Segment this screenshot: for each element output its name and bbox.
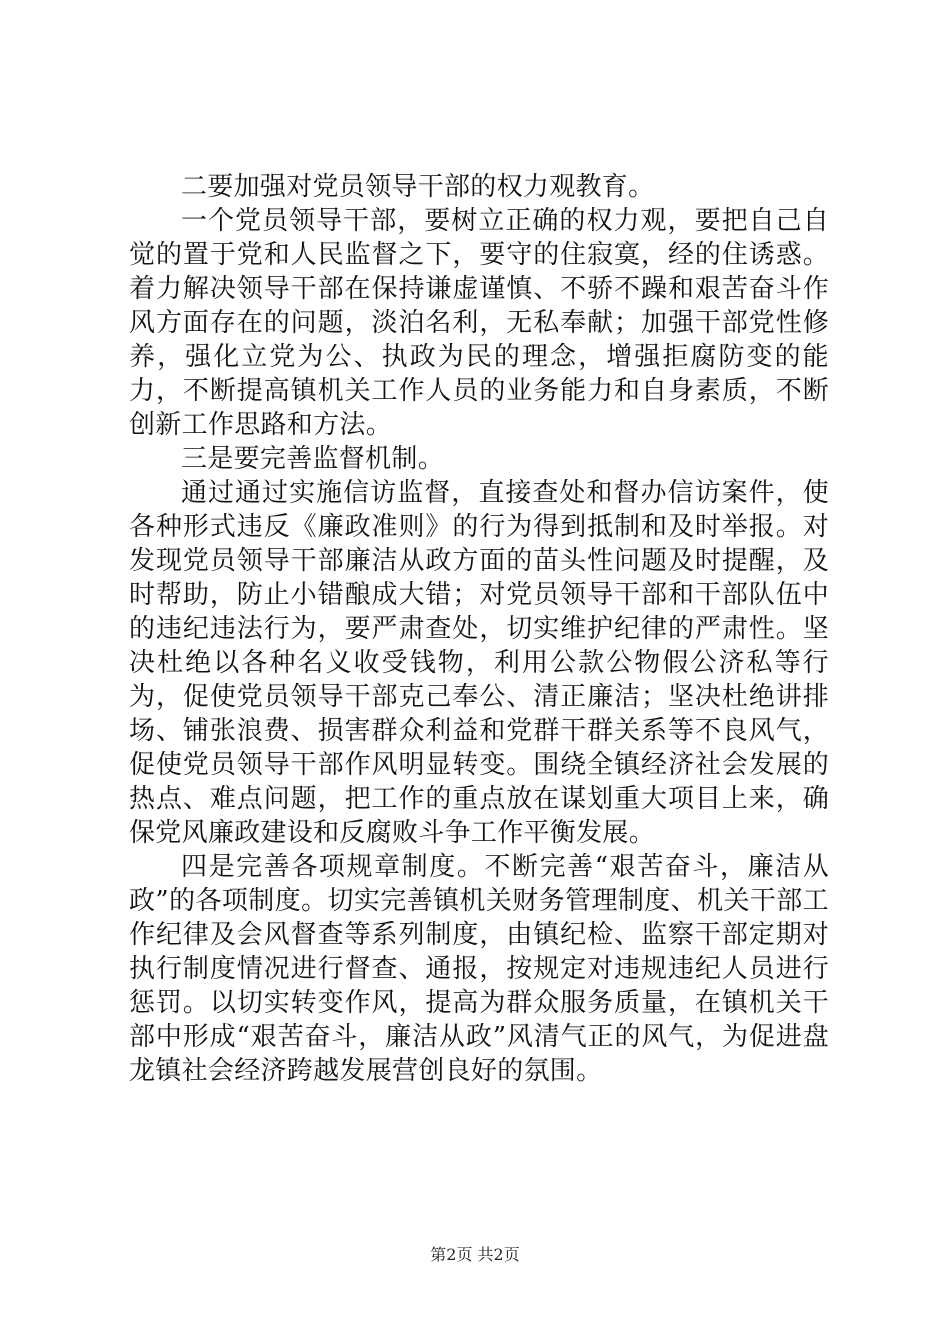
paragraph-power-view: 一个党员领导干部，要树立正确的权力观，要把自己自觉的置于党和人民监督之下，要守的住寂寞，经的住诱惑。着力解决领导干部在保持谦虚谨慎、不骄不躁和艰苦奋斗作风方面存在的问题，淡泊名利，无私奉献；加强干部党性修养，强化立党为公、执政为民的理念，增强拒腐防变的能力，不断提高镇机关工作人员的业务能力和自身素质，不断创新工作思路和方法。	[129, 206, 829, 440]
document-body	[129, 170, 829, 1088]
paragraph-heading-3: 三是要完善监督机制。	[181, 444, 445, 474]
paragraph-supervision: 通过通过实施信访监督，直接查处和督办信访案件，使各种形式违反《廉政准则》的行为得到抵制和及时举报。对发现党员领导干部廉洁从政方面的苗头性问题及时提醒，及时帮助，防止小错酿成大错；对党员领导干部和干部队伍中的违纪违法行为，要严肃查处，切实维护纪律的严肃性。坚决杜绝以各种名义收受钱物，利用公款公物假公济私等行为，促使党员领导干部克己奉公、清正廉洁；坚决杜绝讲排场、铺张浪费、损害群众利益和党群干群关系等不良风气，促使党员领导干部作风明显转变。围绕全镇经济社会发展的热点、难点问题，把工作的重点放在谋划重大项目上来，确保党风廉政建设和反腐败斗争工作平衡发展。	[129, 478, 829, 848]
page-footer: 第2页 共2页	[430, 1245, 520, 1264]
paragraph-heading-2: 二要加强对党员领导干部的权力观教育。	[181, 172, 655, 202]
paragraph-regulations: 四是完善各项规章制度。不断完善“艰苦奋斗，廉洁从政”的各项制度。切实完善镇机关财务管理制度、机关干部工作纪律及会风督查等系列制度，由镇纪检、监察干部定期对执行制度情况进行督查、通报，按规定对违规违纪人员进行惩罚。以切实转变作风，提高为群众服务质量，在镇机关干部中形成“艰苦奋斗，廉洁从政”风清气正的风气，为促进盘龙镇社会经济跨越发展营创良好的氛围。	[129, 852, 829, 1086]
